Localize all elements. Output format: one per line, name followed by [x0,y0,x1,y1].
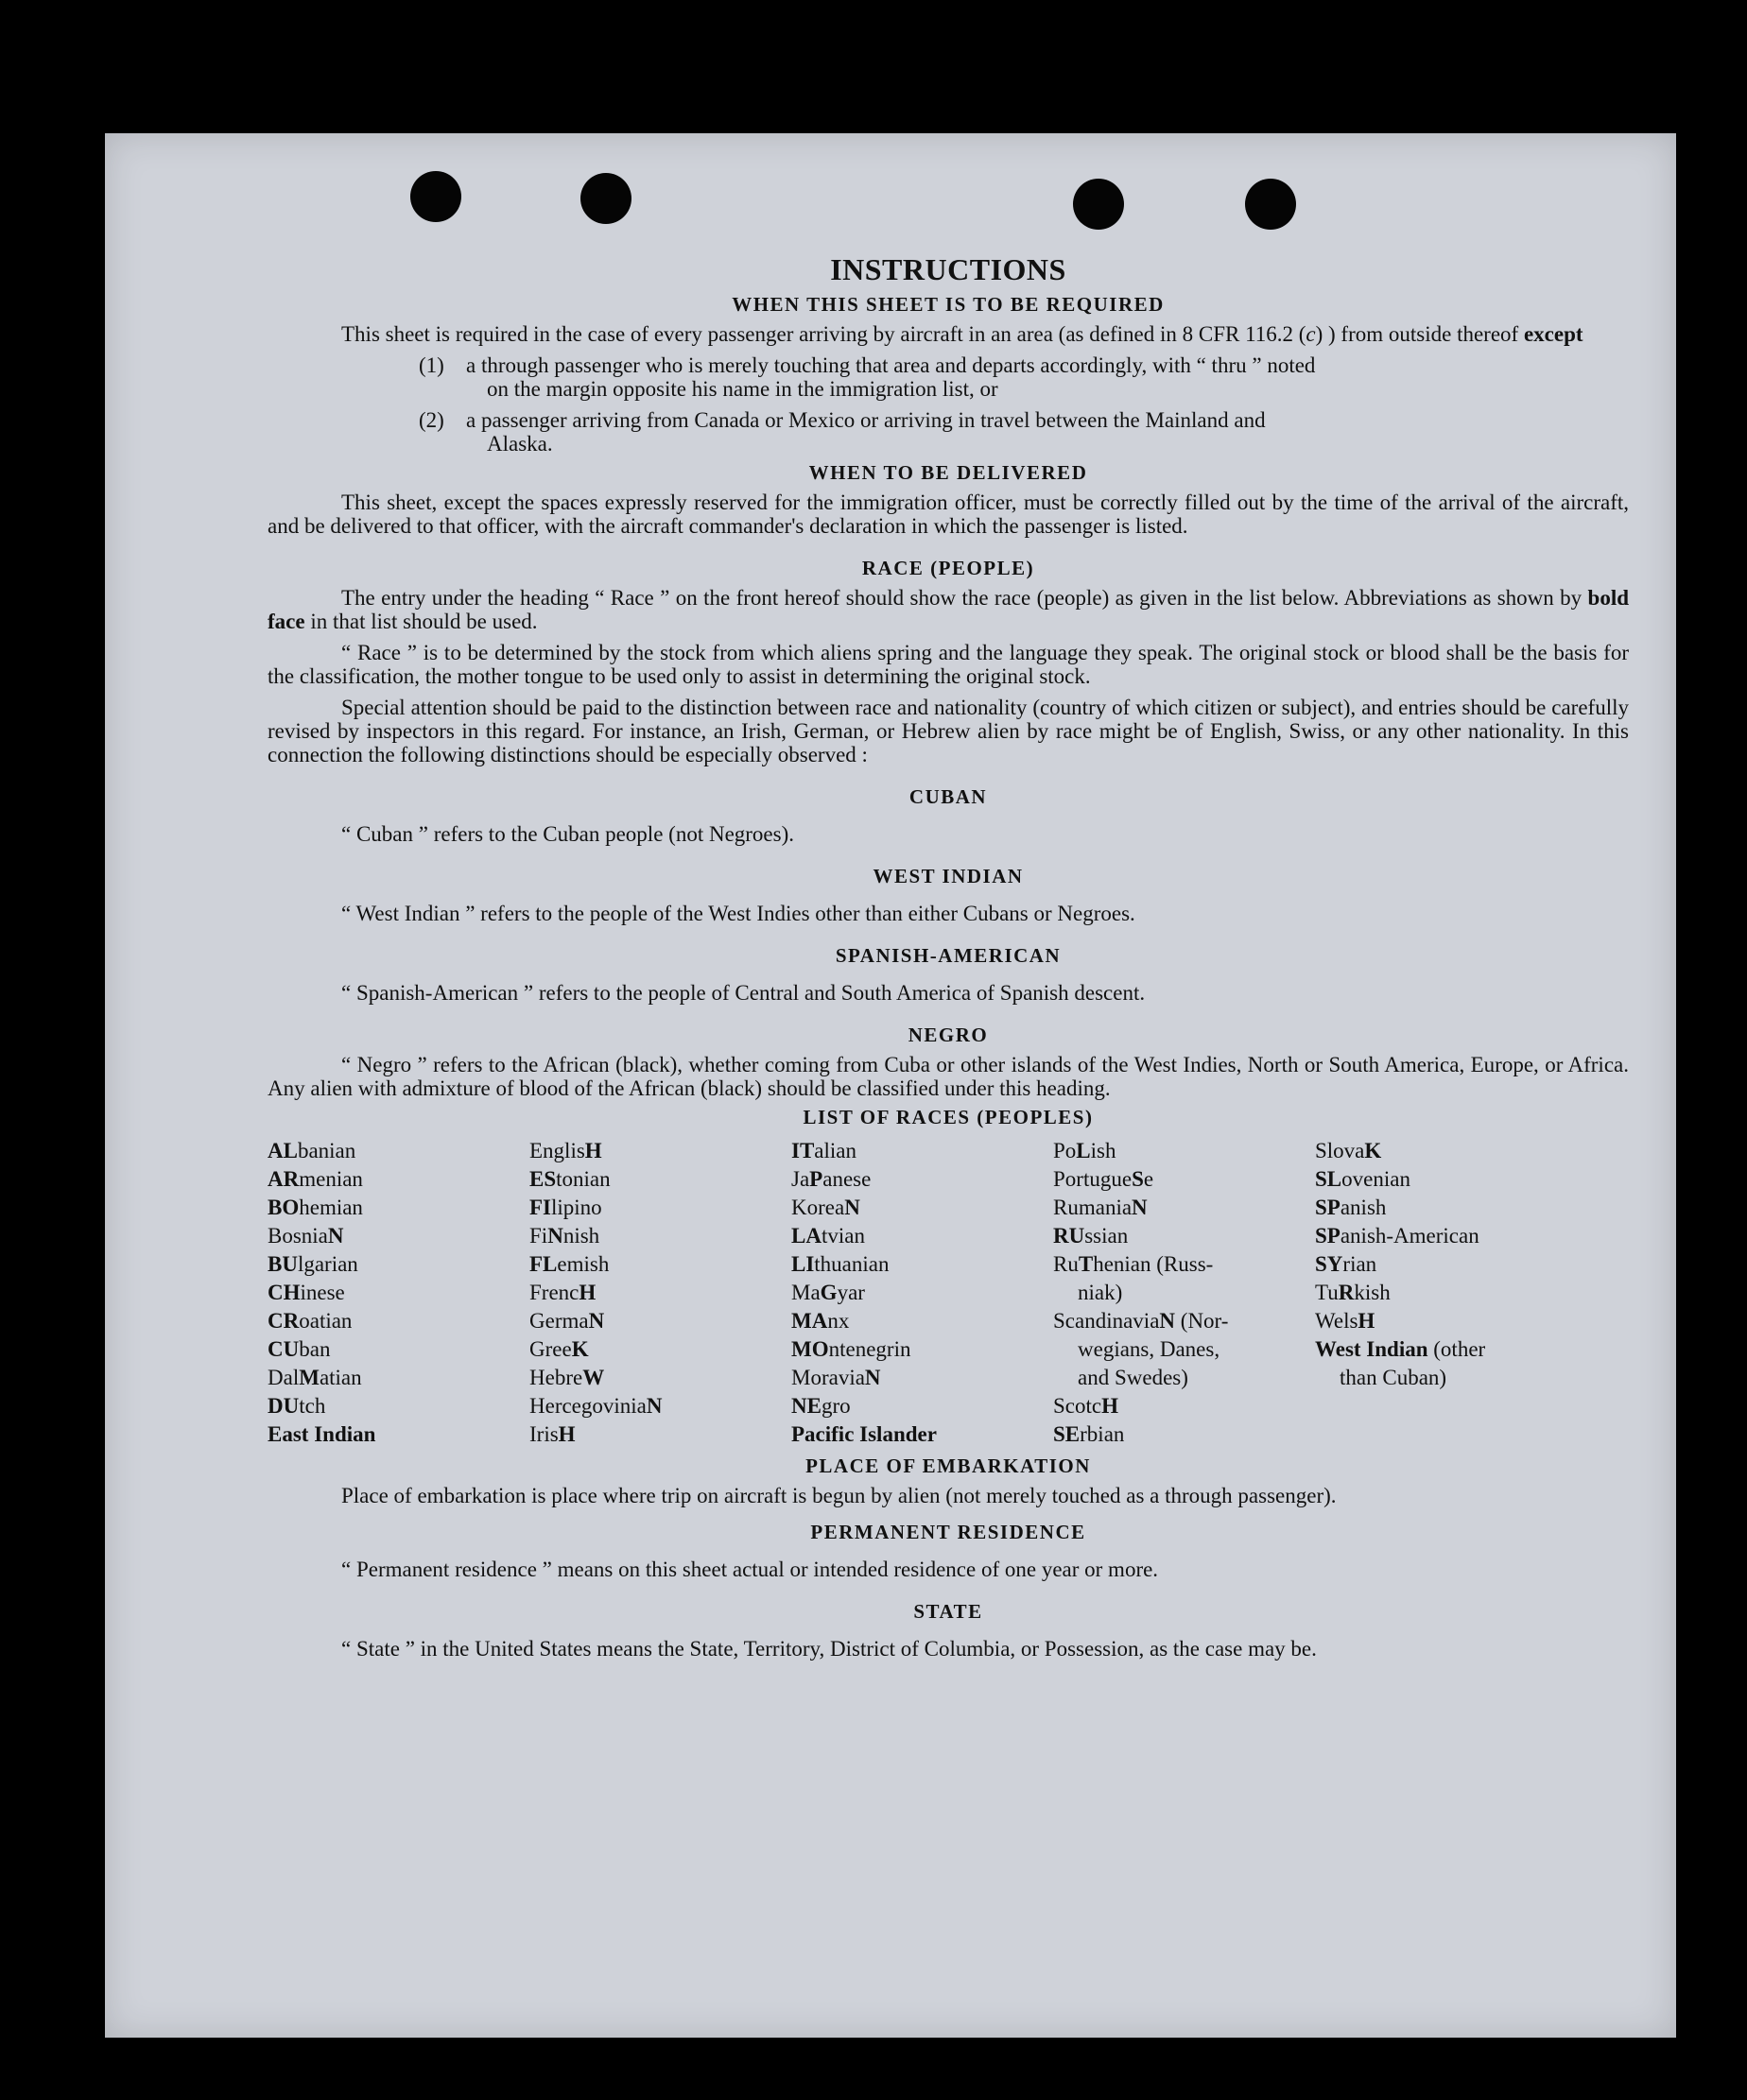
race-entry: BOhemian [268,1196,363,1219]
race-entry: East Indian [268,1422,376,1446]
race-entry: FIlipino [529,1196,602,1219]
race-entry: PoLish [1053,1139,1116,1162]
heading-race: RACE (PEOPLE) [861,557,1035,579]
race-entry: ALbanian [268,1139,356,1162]
race-entry: BosniaN [268,1224,344,1248]
race-entry: SErbian [1053,1422,1125,1446]
residence-text: “ Permanent residence ” means on this sheet actual or intended residence of one year or more. [341,1558,1159,1581]
heading-west-indian: WEST INDIAN [873,865,1024,887]
race-entry: SPanish [1315,1196,1387,1219]
state-text: “ State ” in the United States means the State, Territory, District of Columbia, or Possession, as the case may be. [341,1637,1317,1661]
races-column [1053,1137,1315,1449]
cuban-text: “ Cuban ” refers to the Cuban people (not Negroes). [341,822,795,846]
document-page [105,133,1676,2038]
race-entry: JaPanese [791,1167,872,1191]
race-entry: and Swedes) [1078,1366,1188,1389]
race-paragraph-1: The entry under the heading “ Race ” on the front hereof should show the race (people) as given in the list below. Abbreviations as shown by bold face in that list should be used. [268,586,1630,633]
race-entry: FLemish [529,1252,610,1276]
heading-when-required: WHEN THIS SHEET IS TO BE REQUIRED [732,293,1165,316]
heading-spanish-american: SPANISH-AMERICAN [835,944,1062,967]
heading-when-delivered: WHEN TO BE DELIVERED [808,461,1088,484]
race-entry: Pacific Islander [791,1422,937,1446]
exception-item: (2) a passenger arriving from Canada or Mexico or arriving in travel between the Mainland and Alaska. [419,408,1266,456]
race-entry: CRoatian [268,1309,353,1333]
race-entry: CUban [268,1337,331,1361]
race-entry: MoraviaN [791,1366,881,1389]
embarkation-text: Place of embarkation is place where trip on aircraft is begun by alien (not merely touched as a through passenger). [341,1484,1337,1507]
heading-cuban: CUBAN [908,785,988,808]
race-entry: GermaN [529,1309,605,1333]
race-entry: MOntenegrin [791,1337,911,1361]
races-list [268,1137,1629,1449]
race-entry: ScandinaviaN (Nor- [1053,1309,1229,1333]
punch-hole [580,173,631,224]
punch-hole [1073,179,1124,230]
race-entry: wegians, Danes, [1078,1337,1220,1361]
when-delivered-text: This sheet, except the spaces expressly reserved for the immigration officer, must be correctly filled out by the time of the arrival of the aircraft, and be delivered to that officer, with the aircraft commander's declaration in which the passenger is listed. [268,491,1629,538]
race-entry: West Indian (other [1315,1337,1486,1361]
race-entry: NEgro [791,1394,851,1418]
race-paragraph-2: “ Race ” is to be determined by the stock from which aliens spring and the language they speak. The original stock or blood shall be the basis for the classification, the mother tongue to be used only to assist in determining the original stock. [268,641,1629,688]
races-column [529,1137,791,1449]
race-entry: ITalian [791,1139,856,1162]
page-title: INSTRUCTIONS [830,252,1066,286]
race-entry: IrisH [529,1422,576,1446]
punch-hole [1245,179,1296,230]
race-entry: FiNnish [529,1224,600,1248]
instructions-content [268,252,1629,1661]
race-entry: LAtvian [791,1224,865,1248]
race-entry: LIthuanian [791,1252,890,1276]
race-entry: RumaniaN [1053,1196,1148,1219]
race-entry: DalMatian [268,1366,362,1389]
races-column [268,1137,529,1449]
race-entry: GreeK [529,1337,589,1361]
race-entry: SlovaK [1315,1139,1382,1162]
race-entry: HebreW [529,1366,605,1389]
race-entry: MAnx [791,1309,850,1333]
race-entry: PortugueSe [1053,1167,1154,1191]
west-indian-text: “ West Indian ” refers to the people of the West Indies other than either Cubans or Negroes. [341,902,1135,925]
heading-list-of-races: LIST OF RACES (PEOPLES) [803,1106,1094,1128]
heading-embarkation: PLACE OF EMBARKATION [805,1455,1091,1477]
race-entry: SYrian [1315,1252,1377,1276]
race-entry: than Cuban) [1340,1366,1447,1389]
punch-hole [410,171,461,222]
negro-text: “ Negro ” refers to the African (black), whether coming from Cuba or other islands of the West Indies, North or South America, Europe, or Africa. Any alien with admixture of blood of the African (black) should be classified under this heading. [268,1053,1629,1100]
race-entry: KoreaN [791,1196,860,1219]
when-required-intro: This sheet is required in the case of every passenger arriving by aircraft in an area (as defined in 8 CFR 116.2 (c) ) from outside thereof except [341,322,1583,346]
race-entry: SPanish-American [1315,1224,1479,1248]
race-entry: SLovenian [1315,1167,1410,1191]
heading-state: STATE [913,1600,983,1623]
race-entry: ScotcH [1053,1394,1118,1418]
race-entry: RuThenian (Russ- [1053,1252,1214,1276]
heading-negro: NEGRO [908,1024,989,1046]
race-entry: BUlgarian [268,1252,358,1276]
race-entry: TuRkish [1315,1281,1391,1304]
exception-item: (1) a through passenger who is merely touching that area and departs accordingly, with “ thru ” noted on the margin opposite his name in the immigration list, or [419,353,1316,401]
race-entry: WelsH [1315,1309,1375,1333]
spanish-american-text: “ Spanish-American ” refers to the people of Central and South America of Spanish descent. [341,981,1146,1005]
races-column [791,1137,1053,1449]
race-entry: MaGyar [791,1281,865,1304]
races-column [1315,1137,1577,1449]
race-entry: RUssian [1053,1224,1129,1248]
race-entry: niak) [1078,1281,1123,1304]
race-paragraph-3: Special attention should be paid to the distinction between race and nationality (country of which citizen or subject), and entries should be carefully revised by inspectors in this regard. For instance, an Irish, German, or Hebrew alien by race might be of English, Swiss, or any other nationality. In this connection the following distinctions should be especially observed : [268,696,1629,766]
race-entry: DUtch [268,1394,326,1418]
race-entry: FrencH [529,1281,597,1304]
race-entry: CHinese [268,1281,345,1304]
race-entry: ARmenian [268,1167,363,1191]
race-entry: HercegoviniaN [529,1394,663,1418]
race-entry: EnglisH [529,1139,602,1162]
heading-permanent-residence: PERMANENT RESIDENCE [810,1521,1086,1543]
race-entry: EStonian [529,1167,611,1191]
